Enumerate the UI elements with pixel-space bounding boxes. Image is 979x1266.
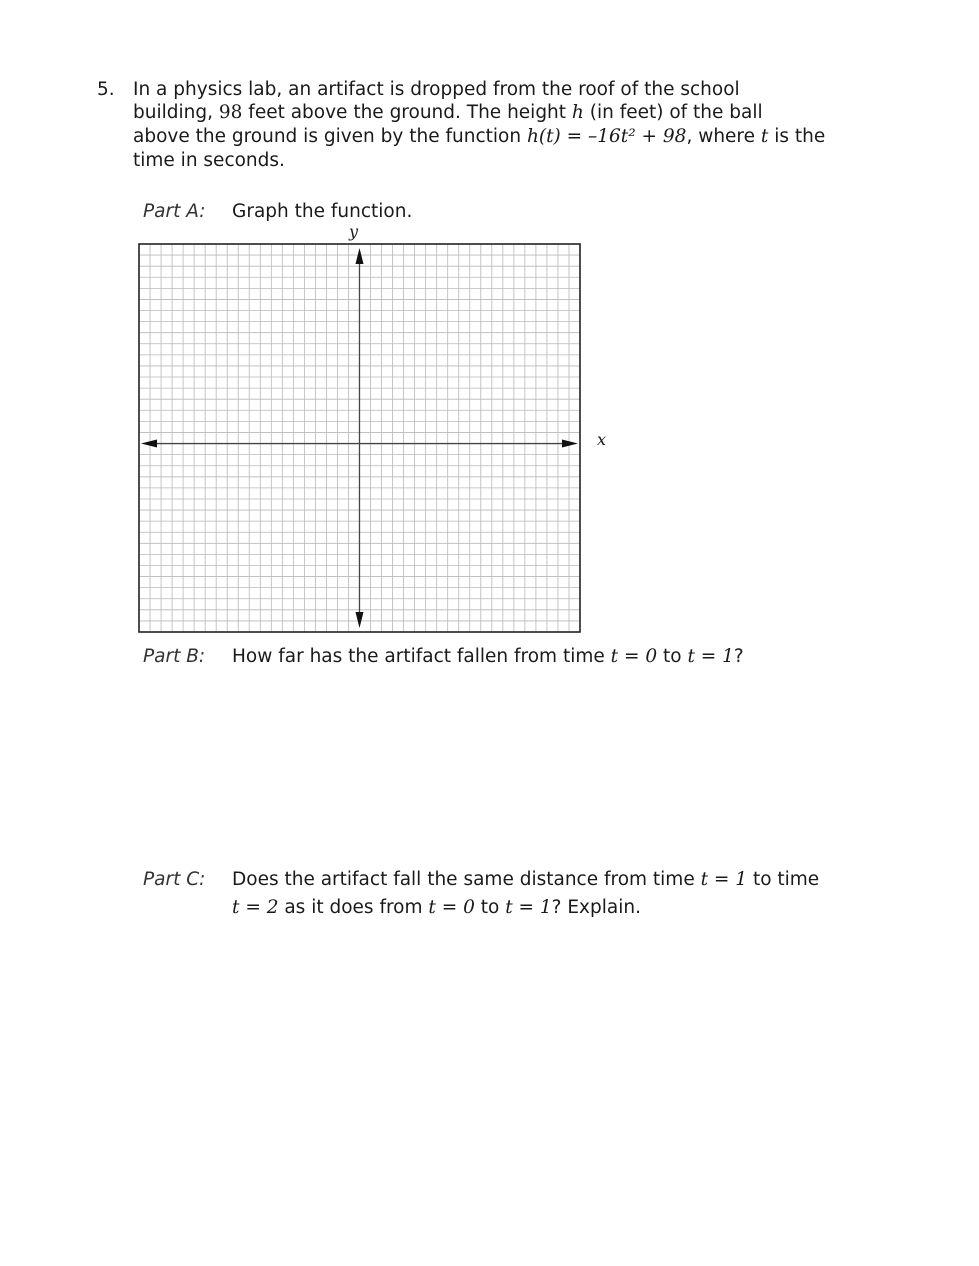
intro-text: is the: [768, 126, 826, 147]
question-text: Does the artifact fall the same distance from time: [232, 869, 701, 890]
question-text: to: [657, 646, 688, 667]
part-c-label: Part C:: [143, 869, 206, 890]
coordinate-grid[interactable]: [138, 243, 581, 633]
time-eq: t = 1: [505, 897, 552, 918]
part-c-question-line-2: [232, 896, 641, 920]
y-axis-up-arrow: [356, 248, 364, 264]
variable-t: t: [760, 126, 769, 147]
time-eq: t = 0: [428, 897, 475, 918]
intro-text: In a physics lab, an artifact is dropped from the roof of the school: [133, 79, 740, 100]
question-text: as it does from: [278, 897, 429, 918]
question-text: to time: [747, 869, 820, 890]
time-eq: t = 2: [232, 897, 279, 918]
function-expression: h(t) = –16t² + 98: [526, 126, 687, 147]
intro-text: building,: [133, 102, 219, 123]
part-b-label: Part B:: [143, 646, 206, 667]
intro-text: (in feet) of the ball: [583, 102, 763, 123]
part-a-label: Part A:: [143, 201, 206, 222]
intro-text: above the ground is given by the function: [133, 126, 527, 147]
x-axis-right-arrow: [562, 440, 578, 448]
problem-intro-line-4: time in seconds.: [133, 150, 285, 171]
time-eq: t = 1: [700, 869, 748, 890]
question-text: How far has the artifact fallen from time: [232, 646, 611, 667]
question-text: ?: [733, 646, 744, 667]
question-text: ? Explain.: [551, 897, 641, 918]
grid-canvas[interactable]: [138, 243, 581, 633]
time-eq: t = 1: [687, 646, 734, 667]
y-axis-down-arrow: [356, 612, 364, 628]
y-axis-label: y: [349, 222, 359, 241]
problem-intro-line-3: [133, 125, 825, 149]
problem-number: 5.: [97, 79, 115, 100]
height-value: 98: [218, 102, 243, 123]
part-b-question: [232, 645, 744, 669]
part-a-text: Graph the function.: [232, 201, 413, 222]
time-eq: t = 0: [610, 646, 658, 667]
part-c-question-line-1: [232, 868, 819, 892]
problem-intro-line-2: [133, 101, 763, 125]
intro-text: , where: [686, 126, 761, 147]
variable-h: h: [571, 102, 584, 123]
question-text: to: [474, 897, 506, 918]
problem-intro-line-1: [133, 78, 740, 102]
x-axis-label: x: [597, 430, 607, 449]
x-axis-left-arrow: [141, 440, 157, 448]
intro-text: feet above the ground. The height: [242, 102, 572, 123]
